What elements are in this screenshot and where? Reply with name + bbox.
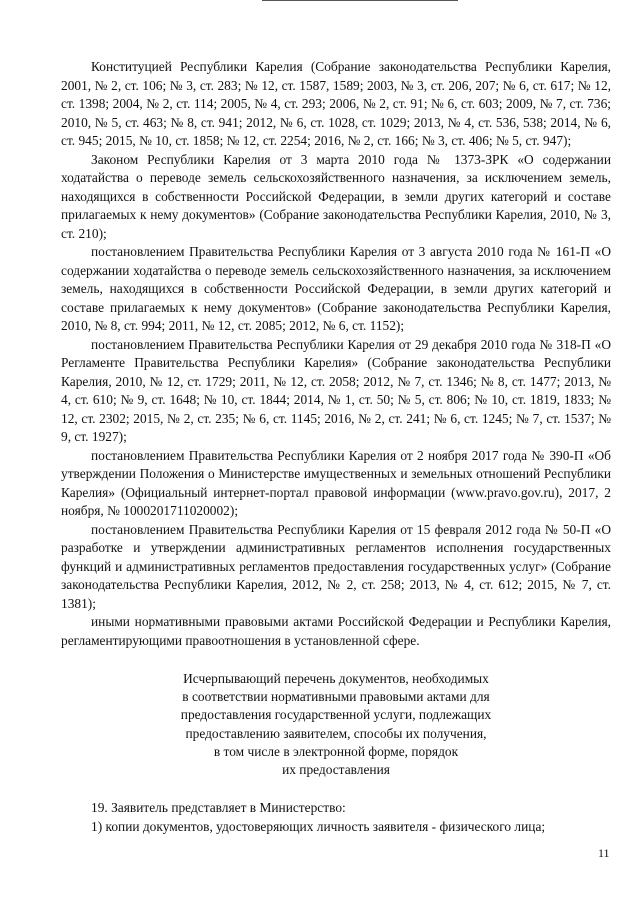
- paragraph-resolution-318: постановлением Правительства Республики Карелия от 29 декабря 2010 года № 318-П «О Регламенте Правительства Республики Карелия» (Собрание законодательства Республики Карелия, 2010, № 12, ст. 1729; 2011, № 12, ст. 2058; 2012, № 7, ст. 1346; № 8, ст. 1477; 2013, № 4, ст. 610; № 9, ст. 1648; № 10, ст. 1844; 2014, № 1, ст. 50; № 5, ст. 806; № 10, ст. 1819, 1833; № 12, ст. 2302; 2015, № 2, ст. 235; № 6, ст. 1145; 2016, № 2, ст. 241; № 6, ст. 1245; № 7, ст. 1537; № 9, ст. 1927);: [61, 336, 611, 444]
- clause-19-item-1: 1) копии документов, удостоверяющих личность заявителя - физического лица;: [91, 818, 546, 834]
- paragraph-resolution-50: постановлением Правительства Республики Карелия от 15 февраля 2012 года № 50-П «О разработке и утверждении административных регламентов исполнения государственных функций и административных регламентов предоставления государственных услуг» (Собрание законодательства Республики Карелия, 2012, № 2, ст. 258; 2013, № 4, ст. 612; 2015, № 7, ст. 1381);: [61, 521, 611, 611]
- heading-line: предоставления государственной услуги, подлежащих: [180, 707, 492, 723]
- heading-line: их предоставления: [282, 762, 390, 778]
- paragraph-law-1373: Законом Республики Карелия от 3 марта 2010 года № 1373-ЗРК «О содержании ходатайства о переводе земель сельскохозяйственного назначения, за исключением земель, находящихся в собственности Российской Федерации, в земли других категорий и составе прилагаемых к нему документов» (Собрание законодательства Республики Карелия, 2010, № 3, ст. 210);: [61, 151, 611, 241]
- document-page: [61, 58, 611, 836]
- heading-line: предоставлению заявителем, способы их получения,: [185, 725, 487, 741]
- paragraph-resolution-161: постановлением Правительства Республики Карелия от 3 августа 2010 года № 161-П «О содержании ходатайства о переводе земель сельскохозяйственного назначения, за исключением земель, находящихся в собственности Российской Федерации, в земли других категорий и составе прилагаемых к нему документов» (Собрание законодательства Республики Карелия, 2010, № 8, ст. 994; 2011, № 12, ст. 2085; 2012, № 6, ст. 1152);: [61, 244, 611, 333]
- heading-line: Исчерпывающий перечень документов, необходимых: [183, 671, 489, 686]
- clause-19: 19. Заявитель представляет в Министерство:: [91, 800, 346, 816]
- section-heading: [61, 670, 611, 779]
- heading-line: в соответствии нормативными правовыми актами для: [182, 689, 490, 705]
- scan-edge-line: [262, 0, 458, 1]
- paragraph-other-acts: иными нормативными правовыми актами Российской Федерации и Республики Карелия, регламентирующими правоотношения в установленной сфере.: [61, 614, 611, 648]
- page-number: 11: [598, 846, 610, 860]
- paragraph-constitution: Конституцией Республики Карелия (Собрание законодательства Республики Карелия, 2001, № 2, ст. 106; № 3, ст. 283; № 12, ст. 1587, 1589; 2003, № 3, ст. 206, 207; № 6, ст. 617; № 12, ст. 1398; 2004, № 2, ст. 114; 2005, № 4, ст. 293; 2006, № 2, ст. 91; № 6, ст. 603; 2009, № 7, ст. 736; 2010, № 5, ст. 463; № 8, ст. 941; 2012, № 6, ст. 1028, ст. 1029; 2013, № 4, ст. 536, 538; 2014, № 6, ст. 945; 2015, № 10, ст. 1858; № 12, ст. 2254; 2016, № 2, ст. 166; № 3, ст. 406; № 5, ст. 947);: [61, 59, 611, 148]
- paragraph-resolution-390: постановлением Правительства Республики Карелия от 2 ноября 2017 года № 390-П «Об утверждении Положения о Министерстве имущественных и земельных отношений Республики Карелия» (Официальный интернет-портал правовой информации (www.pravo.gov.ru), 2017, 2 ноября, № 1000201711020002);: [61, 447, 611, 518]
- heading-line: в том числе в электронной форме, порядок: [213, 743, 459, 759]
